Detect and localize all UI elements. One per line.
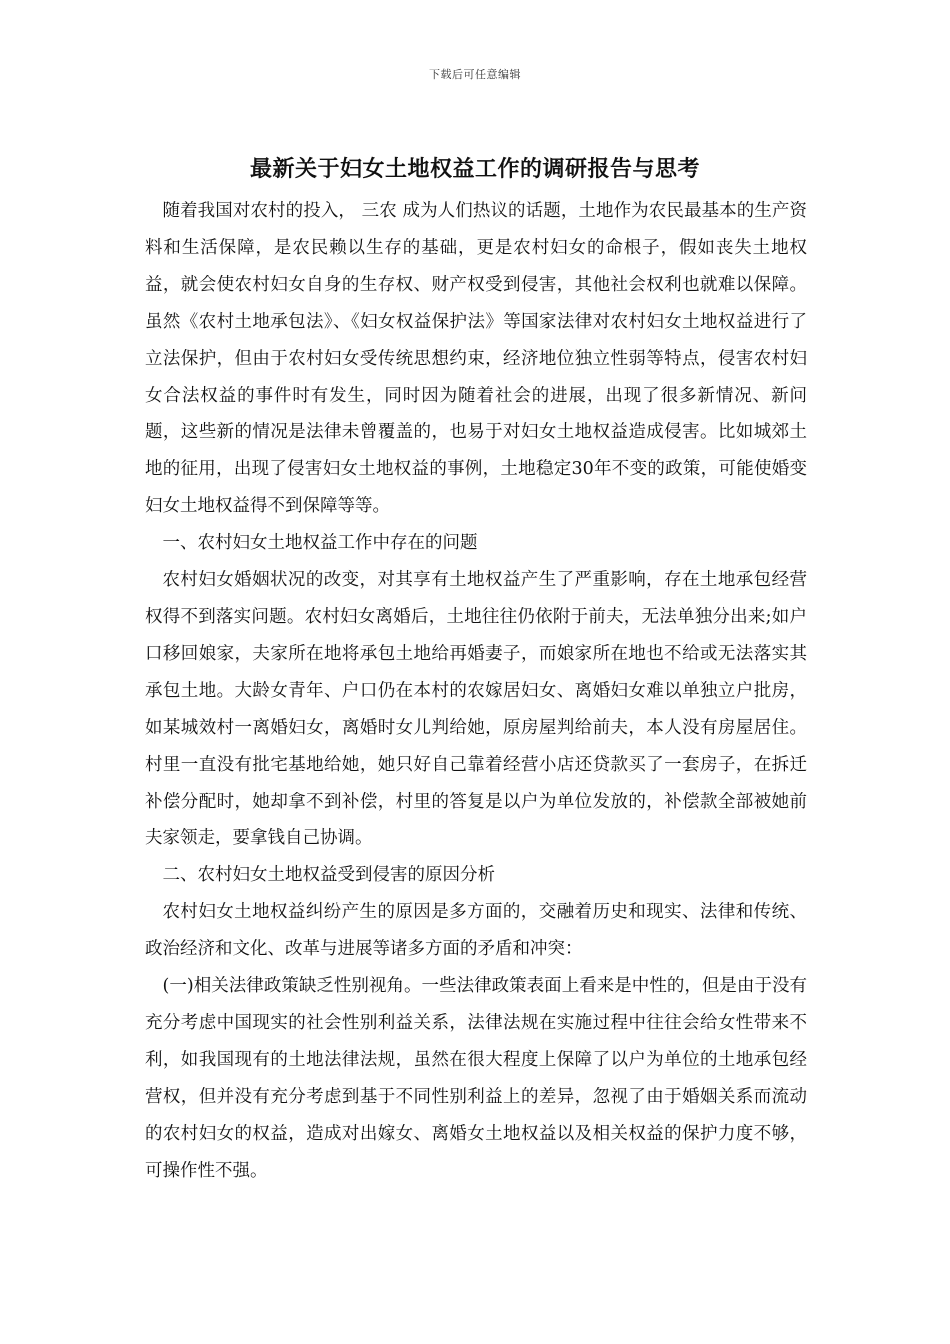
section-2-subsection-1-paragraph: (一)相关法律政策缺乏性别视角。一些法律政策表面上看来是中性的，但是由于没有充分考虑中国现实的社会性别利益关系，法律法规在实施过程中往往会给女性带来不利，如我国现有的土地法律法规，虽然在很大程度上保障了以户为单位的土地承包经营权，但并没有充分考虑到基于不同性别利益上的差异，忽视了由于婚姻关系而流动的农村妇女的权益，造成对出嫁女、离婚女土地权益以及相关权益的保护力度不够，可操作性不强。 [145, 976, 807, 1181]
section-2-paragraph: 农村妇女土地权益纠纷产生的原因是多方面的，交融着历史和现实、法律和传统、政治经济和文化、改革与进展等诸多方面的矛盾和冲突： [145, 902, 807, 960]
section-heading-1: 一、农村妇女土地权益工作中存在的问题 [162, 533, 478, 554]
section-heading-2: 二、农村妇女土地权益受到侵害的原因分析 [162, 865, 495, 886]
page-header-note: 下载后可任意编辑 [429, 68, 521, 81]
document-title: 最新关于妇女土地权益工作的调研报告与思考 [249, 156, 700, 182]
document-body [145, 193, 807, 1189]
intro-paragraph: 随着我国对农村的投入， 三农 成为人们热议的话题，土地作为农民最基本的生产资料和生活保障，是农民赖以生存的基础，更是农村妇女的命根子，假如丧失土地权益，就会使农村妇女自身的生存权、财产权受到侵害，其他社会权利也就难以保障。虽然《农村土地承包法》、《妇女权益保护法》等国家法律对农村妇女土地权益进行了立法保护，但由于农村妇女受传统思想约束，经济地位独立性弱等特点，侵害农村妇女合法权益的事件时有发生，同时因为随着社会的进展，出现了很多新情况、新问题，这些新的情况是法律未曾覆盖的，也易于对妇女土地权益造成侵害。比如城郊土地的征用，出现了侵害妇女土地权益的事例，土地稳定30年不变的政策，可能使婚变妇女土地权益得不到保障等等。 [145, 201, 807, 517]
section-1-paragraph: 农村妇女婚姻状况的改变，对其享有土地权益产生了严重影响，存在土地承包经营权得不到落实问题。农村妇女离婚后，土地往往仍依附于前夫，无法单独分出来;如户口移回娘家，夫家所在地将承包土地给再婚妻子，而娘家所在地也不给或无法落实其承包土地。大龄女青年、户口仍在本村的农嫁居妇女、离婚妇女难以单独立户批房，如某城效村一离婚妇女，离婚时女儿判给她，原房屋判给前夫，本人没有房屋居住。村里一直没有批宅基地给她，她只好自己靠着经营小店还贷款买了一套房子，在拆迁补偿分配时，她却拿不到补偿，村里的答复是以户为单位发放的，补偿款全部被她前夫家领走，要拿钱自己协调。 [145, 570, 807, 849]
